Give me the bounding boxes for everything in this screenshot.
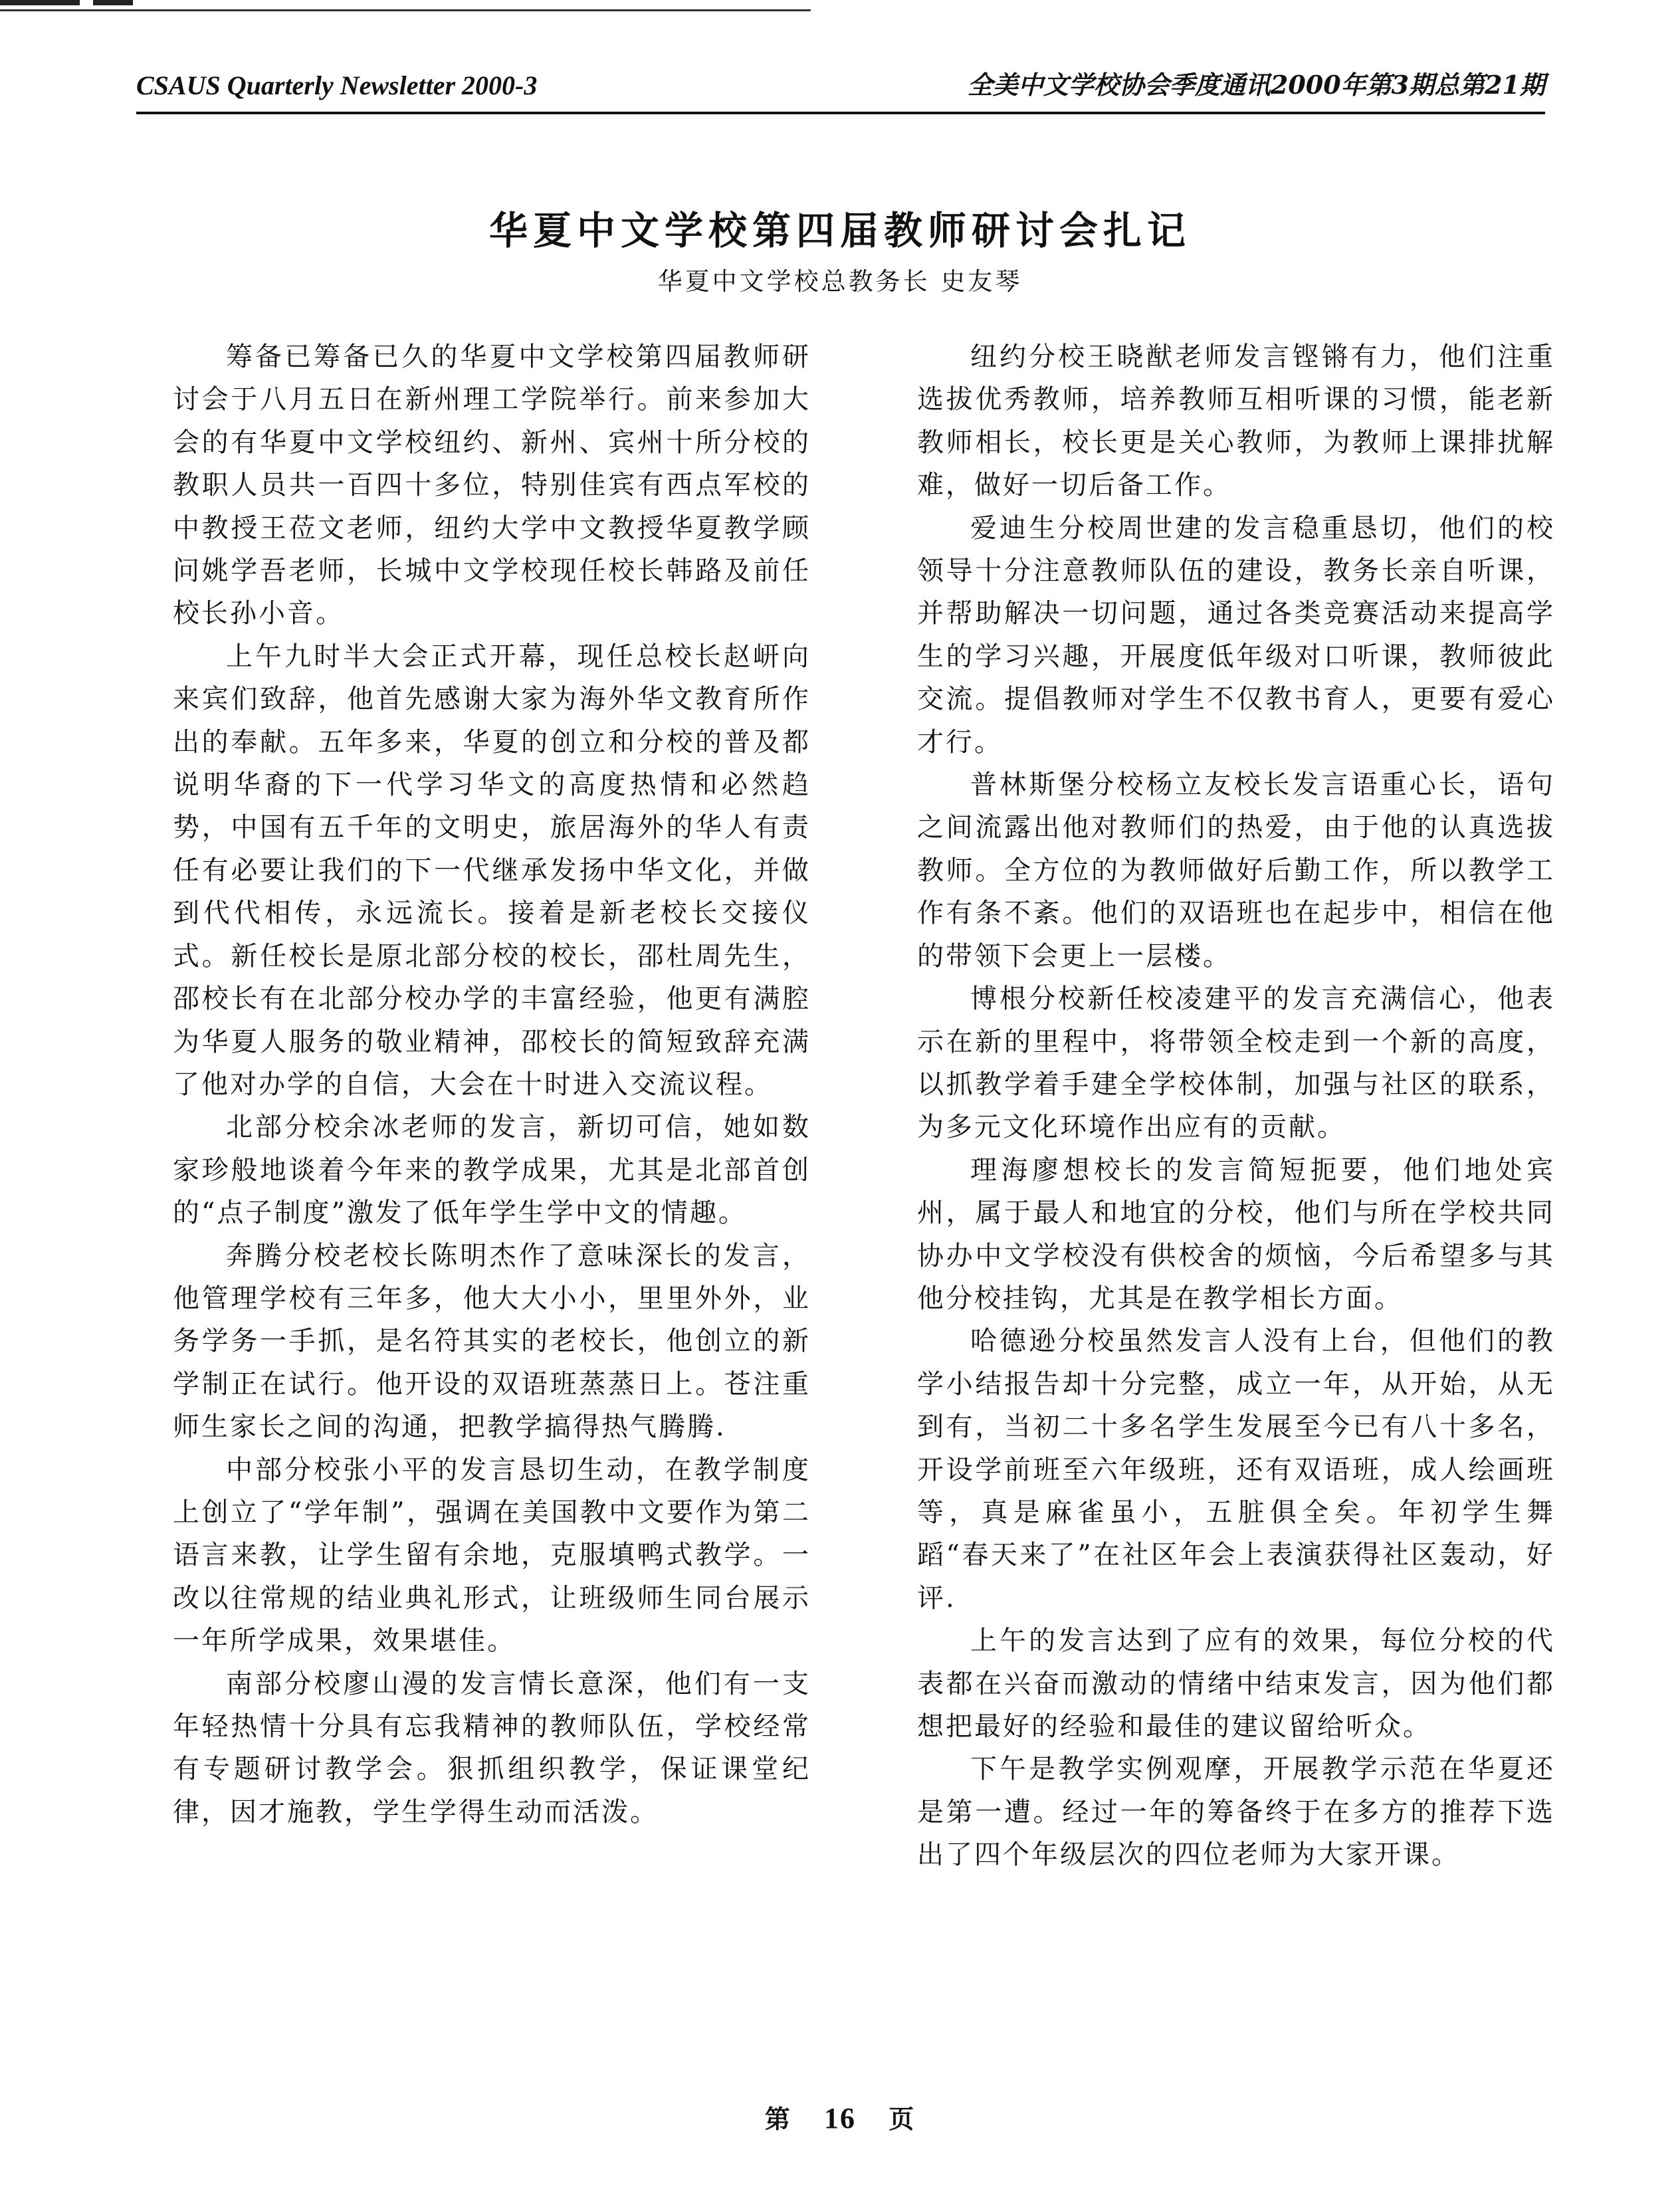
paragraph: 博根分校新任校凌建平的发言充满信心，他表示在新的里程中，将带领全校走到一个新的高度，以抓教学着手建全学校体制，加强与社区的联系，为多元文化环境作出应有的贡献。 [917,984,1555,1143]
paragraph: 理海廖想校长的发言简短扼要，他们地处宾州，属于最人和地宜的分校，他们与所在学校共同协办中文学校没有供校舍的烦恼，今后希望多与其他分校挂钩，尤其是在教学相长方面。 [917,1154,1555,1314]
paragraph: 哈德逊分校虽然发言人没有上台，但他们的教学小结报告却十分完整，成立一年，从开始，从无到有，当初二十多名学生发展至今已有八十多名，开设学前班至六年级班，还有双语班，成人绘画班等，真是麻雀虽小，五脏俱全矣。年初学生舞蹈“春天来了”在社区年会上表演获得社区轰动，好评. [917,1326,1555,1614]
paragraph: 奔腾分校老校长陈明杰作了意味深长的发言，他管理学校有三年多，他大大小小，里里外外，业务学务一手抓，是名符其实的老校长，他创立的新学制正在试行。他开设的双语班蒸蒸日上。苍注重师生家长之间的沟通，把教学搞得热气腾腾. [173,1240,811,1443]
paragraph: 普林斯堡分校杨立友校长发言语重心长，语句之间流露出他对教师们的热爱，由于他的认真选拔教师。全方位的为教师做好后勤工作，所以教学工作有条不紊。他们的双语班也在起步中，相信在他的带领下会更上一层楼。 [917,770,1555,972]
paragraph: 北部分校余冰老师的发言，新切可信，她如数家珍般地谈着今年来的教学成果，尤其是北部首创的“点子制度”激发了低年学生学中文的情趣。 [173,1112,811,1229]
paragraph: 上午九时半大会正式开幕，现任总校长赵岍向来宾们致辞，他首先感谢大家为海外华文教育所作出的奉献。五年多来，华夏的创立和分校的普及都说明华裔的下一代学习华文的高度热情和必然趋势，中国有五千年的文明史，旅居海外的华人有责任有必要让我们的下一代继承发扬中华文化，并做到代代相传，永远流长。接着是新老校长交接仪式。新任校长是原北部分校的校长，邵杜周先生，邵校长有在北部分校办学的丰富经验，他更有满腔为华夏人服务的敬业精神，邵校长的简短致辞充满了他对办学的自信，大会在十时进入交流议程。 [173,641,811,1100]
right-column [917,336,1555,1877]
article-byline: 华夏中文学校总教务长 史友琴 [657,267,1023,296]
paragraph: 南部分校廖山漫的发言情长意深，他们有一支年轻热情十分具有忘我精神的教师队伍，学校经常有专题研讨教学会。狠抓组织教学，保证课堂纪律，因才施教，学生学得生动而活泼。 [173,1668,811,1828]
header-rule [136,112,1545,114]
running-header [136,66,1545,106]
scan-artifact-mark [0,0,80,5]
paragraph: 爱迪生分校周世建的发言稳重恳切，他们的校领导十分注意教师队伍的建设，教务长亲自听课，并帮助解决一切问题，通过各类竞赛活动来提高学生的学习兴趣，开展度低年级对口听课，教师彼此交流。提倡教师对学生不仅教书育人，更要有爱心才行。 [917,512,1555,758]
paragraph: 上午的发言达到了应有的效果，每位分校的代表都在兴奋而激动的情绪中结束发言，因为他们都想把最好的经验和最佳的建议留给听众。 [917,1625,1555,1742]
paragraph: 中部分校张小平的发言恳切生动，在教学制度上创立了“学年制”，强调在美国教中文要作为第二语言来教，让学生留有余地，克服填鸭式教学。一改以往常规的结业典礼形式，让班级师生同台展示一年所学成果，效果堪佳。 [173,1454,811,1657]
paragraph: 筹备已筹备已久的华夏中文学校第四届教师研讨会于八月五日在新州理工学院举行。前来参加大会的有华夏中文学校纽约、新州、宾州十所分校的教职人员共一百四十多位，特别佳宾有西点军校的中教授王莅文老师，纽约大学中文教授华夏教学顾问姚学吾老师，长城中文学校现任校长韩路及前任校长孙小音。 [173,342,811,629]
header-newsletter-title: CSAUS Quarterly Newsletter 2000-3 [136,70,538,100]
left-column [173,336,811,1833]
page-number: 16 [824,2102,856,2135]
article-title: 华夏中文学校第四届教师研讨会扎记 [488,208,1191,253]
header-issue-info: 全美中文学校协会季度通讯2000年第3期总第21期 [967,70,1545,100]
paragraph: 纽约分校王晓猷老师发言铿锵有力，他们注重选拔优秀教师，培养教师互相听课的习惯，能老新教师相长，校长更是关心教师，为教师上课排扰解难，做好一切后备工作。 [917,342,1555,501]
scan-artifact-mark [93,0,133,5]
paragraph: 下午是教学实例观摩，开展教学示范在华夏还是第一遭。经过一年的筹备终于在多方的推荐下选出了四个年级层次的四位老师为大家开课。 [917,1754,1555,1871]
top-edge-rule [0,9,811,11]
footer-prefix: 第 [764,2104,791,2134]
page-footer [0,2099,1680,2135]
footer-suffix: 页 [889,2104,916,2134]
